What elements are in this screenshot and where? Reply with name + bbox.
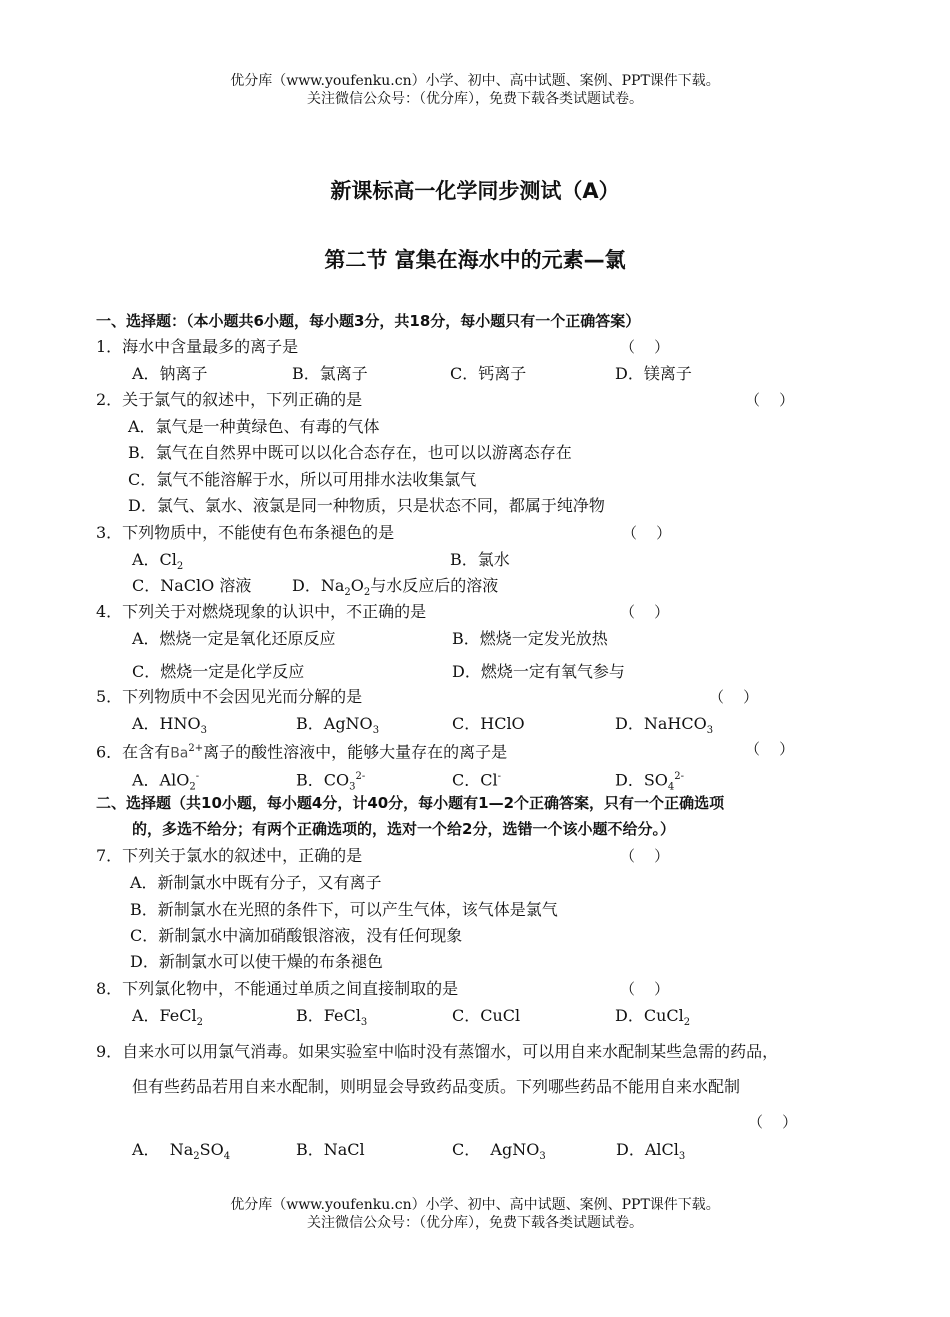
q5-answer-bracket: （ ）	[709, 688, 759, 706]
q9-option-a	[132, 1140, 230, 1167]
q3-option-d	[292, 576, 498, 603]
q4-stem: 4．下列关于对燃烧现象的认识中，不正确的是	[96, 602, 427, 621]
q4-option-b: B．燃烧一定发光放热	[452, 629, 608, 648]
q8-option-b-text: B．FeCl	[296, 1006, 361, 1025]
header-banner-line1: 优分库（www.youfenku.cn）小学、初中、高中试题、案例、PPT课件下载。	[230, 73, 720, 89]
q8-option-b-subscript: 3	[360, 1017, 368, 1029]
q2-option-b: B．氯气在自然界中既可以以化合态存在，也可以以游离态存在	[128, 443, 572, 462]
q6-option-c-charge: -	[497, 771, 501, 782]
header-banner	[0, 72, 950, 108]
q1-answer-bracket: （ ）	[620, 338, 670, 356]
q3-option-d-mid: O	[350, 576, 364, 595]
q6-option-c	[452, 767, 501, 790]
q5-stem: 5．下列物质中不会因见光而分解的是	[96, 687, 363, 706]
q5-option-d	[615, 714, 713, 741]
q6-option-a-charge: -	[195, 771, 200, 782]
q7-option-d: D．新制氯水可以使干燥的布条褪色	[130, 952, 383, 971]
q5-option-a	[132, 714, 207, 741]
q6-option-a-text: A．AlO	[132, 770, 190, 790]
q8-option-a-text: A．FeCl	[132, 1006, 197, 1025]
header-banner-line2: 关注微信公众号：（优分库），免费下载各类试题试卷。	[307, 91, 643, 107]
q6-option-b-subscript: 3	[349, 781, 356, 793]
q1-stem: 1．海水中含量最多的离子是	[96, 337, 299, 356]
q6-stem-pre: 6．在含有	[96, 742, 171, 762]
footer-banner-line1: 优分库（www.youfenku.cn）小学、初中、高中试题、案例、PPT课件下载。	[230, 1197, 720, 1213]
q4-answer-bracket: （ ）	[620, 603, 670, 621]
q6-option-d-text: D．SO	[615, 770, 668, 790]
q9-stem-line2: 但有些药品若用自来水配制，则明显会导致药品变质。下列哪些药品不能用自来水配制	[132, 1077, 741, 1096]
q3-option-c: C．NaClO 溶液	[132, 576, 252, 595]
q6-option-d-subscript: 4	[667, 781, 675, 793]
q5-option-a-subscript: 3	[200, 725, 208, 737]
q3-answer-bracket: （ ）	[622, 524, 672, 542]
page-title: 新课标高一化学同步测试（A）	[330, 179, 620, 203]
q7-option-b: B．新制氯水在光照的条件下，可以产生气体，该气体是氯气	[130, 900, 558, 919]
q8-option-d-text: D．CuCl	[615, 1006, 684, 1025]
footer-banner-line2: 关注微信公众号：（优分库），免费下载各类试题试卷。	[307, 1215, 643, 1231]
q3-stem: 3．下列物质中，不能使有色布条褪色的是	[96, 523, 395, 542]
q7-option-a: A．新制氯水中既有分子，又有离子	[130, 873, 382, 892]
q1-option-a: A．钠离子	[132, 364, 208, 383]
q6-barium-charge: 2+	[188, 743, 204, 754]
q5-option-b-text: B．AgNO	[296, 714, 373, 733]
q3-option-d-subscript1: 2	[344, 587, 351, 599]
q6-stem	[96, 739, 507, 763]
q9-option-d-text: D．AlCl	[616, 1140, 679, 1159]
q3-option-b: B．氯水	[450, 550, 510, 569]
section1-heading: 一、选择题：（本小题共6小题，每小题3分，共18分，每小题只有一个正确答案）	[96, 312, 641, 330]
q3-option-d-text: D．Na	[292, 576, 345, 595]
q9-option-a-subscript1: 2	[193, 1151, 200, 1163]
q3-option-d-post: 与水反应后的溶液	[370, 576, 499, 595]
q3-option-d-subscript2: 2	[363, 587, 371, 599]
q9-stem-line1: 9．自来水可以用氯气消毒。如果实验室中临时没有蒸馏水，可以用自来水配制某些急需的药品，	[96, 1042, 779, 1061]
q8-answer-bracket: （ ）	[620, 980, 670, 998]
q4-option-d: D．燃烧一定有氧气参与	[452, 662, 625, 681]
q8-option-c: C．CuCl	[452, 1006, 521, 1025]
q2-option-a: A．氯气是一种黄绿色、有毒的气体	[128, 417, 380, 436]
q6-stem-post: 离子的酸性溶液中，能够大量存在的离子是	[203, 742, 508, 762]
q5-option-d-text: D．NaHCO	[615, 714, 707, 733]
page-subtitle: 第二节 富集在海水中的元素—氯	[324, 248, 626, 272]
q7-answer-bracket: （ ）	[620, 847, 670, 865]
q1-option-c: C．钙离子	[450, 364, 527, 383]
q5-option-c: C．HClO	[452, 714, 525, 733]
q9-option-a-subscript2: 4	[223, 1151, 231, 1163]
q2-stem: 2．关于氯气的叙述中，下列正确的是	[96, 390, 363, 409]
q8-option-a-subscript: 2	[196, 1017, 203, 1029]
q3-option-a-text: A．Cl	[132, 550, 177, 569]
q9-option-c-text: C． AgNO	[452, 1140, 540, 1159]
q2-answer-bracket: （ ）	[745, 391, 795, 409]
q8-option-d-subscript: 2	[683, 1017, 691, 1029]
q9-answer-bracket: （ ）	[748, 1113, 798, 1131]
q5-option-d-subscript: 3	[706, 725, 714, 737]
q7-stem: 7．下列关于氯水的叙述中，正确的是	[96, 846, 363, 865]
q5-option-a-text: A．HNO	[132, 714, 201, 733]
q9-option-d-subscript: 3	[678, 1151, 686, 1163]
q1-option-d: D．镁离子	[615, 364, 692, 383]
q7-option-c: C．新制氯水中滴加硝酸银溶液，没有任何现象	[130, 926, 463, 945]
q6-option-d-charge: 2-	[674, 771, 685, 782]
q6-answer-bracket: （ ）	[745, 740, 795, 758]
q2-option-d: D．氯气、氯水、液氯是同一种物质，只是状态不同，都属于纯净物	[128, 496, 605, 515]
footer-banner	[0, 1196, 950, 1232]
q6-option-b-charge: 2-	[355, 771, 366, 782]
q8-option-d	[615, 1006, 690, 1033]
q8-option-b	[296, 1006, 367, 1033]
q9-option-b: B．NaCl	[296, 1140, 365, 1159]
section2-heading-line1: 二、选择题（共10小题，每小题4分，计40分，每小题有1—2个正确答案，只有一个正确选项	[96, 794, 725, 812]
q3-option-a	[132, 550, 183, 577]
q4-option-c: C．燃烧一定是化学反应	[132, 662, 305, 681]
q9-option-a-text: A． Na	[132, 1140, 194, 1159]
q5-option-b-subscript: 3	[372, 725, 380, 737]
q6-barium-ion: Ba	[170, 745, 189, 762]
q9-option-c	[452, 1140, 546, 1167]
q6-option-b-text: B．CO	[296, 770, 350, 790]
q5-option-b	[296, 714, 379, 741]
section2-heading-line2: 的，多选不给分；有两个正确选项的，选对一个给2分，选错一个该小题不给分。）	[132, 820, 675, 838]
q4-option-a: A．燃烧一定是氧化还原反应	[132, 629, 336, 648]
q9-option-c-subscript: 3	[539, 1151, 546, 1163]
q3-option-a-subscript: 2	[176, 561, 184, 573]
q9-option-a-mid: SO	[199, 1140, 224, 1159]
q6-option-a-subscript: 2	[189, 781, 196, 793]
q8-stem: 8．下列氯化物中，不能通过单质之间直接制取的是	[96, 979, 459, 998]
q6-option-c-text: C．Cl	[452, 770, 498, 790]
q8-option-a	[132, 1006, 203, 1033]
q1-option-b: B．氯离子	[292, 364, 368, 383]
q2-option-c: C．氯气不能溶解于水，所以可用排水法收集氯气	[128, 470, 477, 489]
q9-option-d	[616, 1140, 685, 1167]
